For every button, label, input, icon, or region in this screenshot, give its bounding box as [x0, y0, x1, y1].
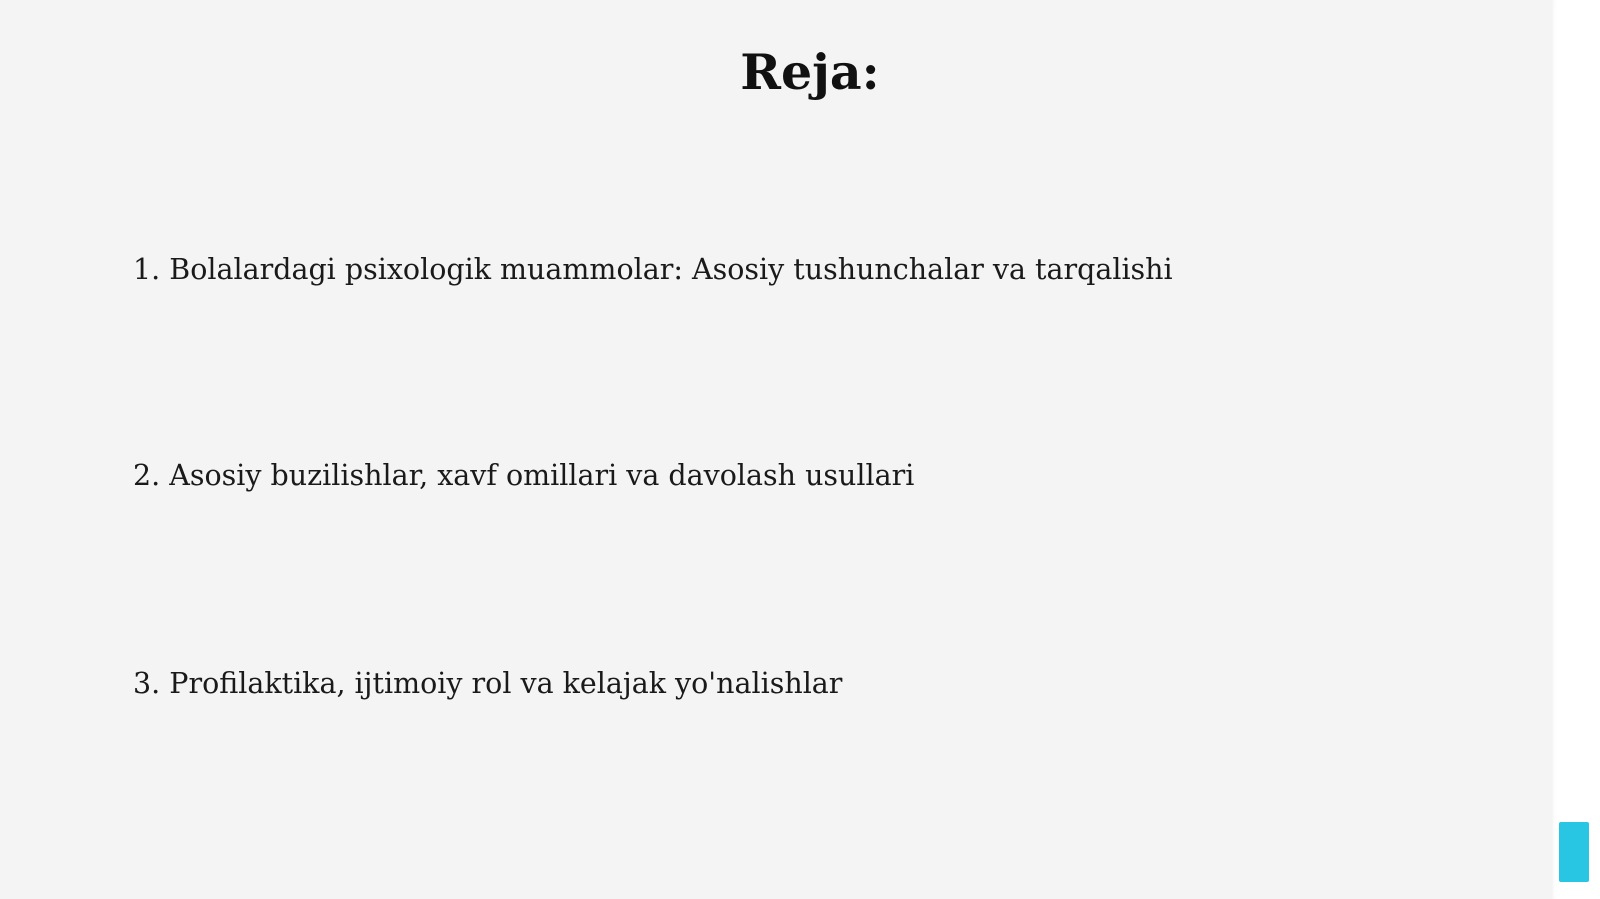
list-item-text: Asosiy buzilishlar, xavf omillari va davolash usullari: [169, 459, 915, 492]
list-item: [133, 456, 914, 496]
list-item-number: 1.: [133, 253, 161, 286]
list-item-text: Bolalardagi psixologik muammolar: Asosiy tushunchalar va tarqalishi: [169, 253, 1173, 286]
slide-edge: [1552, 0, 1600, 899]
scroll-indicator[interactable]: [1559, 822, 1589, 882]
list-item-number: 2.: [133, 459, 161, 492]
list-item: [133, 664, 842, 704]
list-item-number: 3.: [133, 667, 161, 700]
page-title: Reja:: [740, 43, 880, 101]
list-item-text: Profilaktika, ijtimoiy rol va kelajak yo'nalishlar: [169, 667, 843, 700]
list-item: [133, 250, 1173, 290]
